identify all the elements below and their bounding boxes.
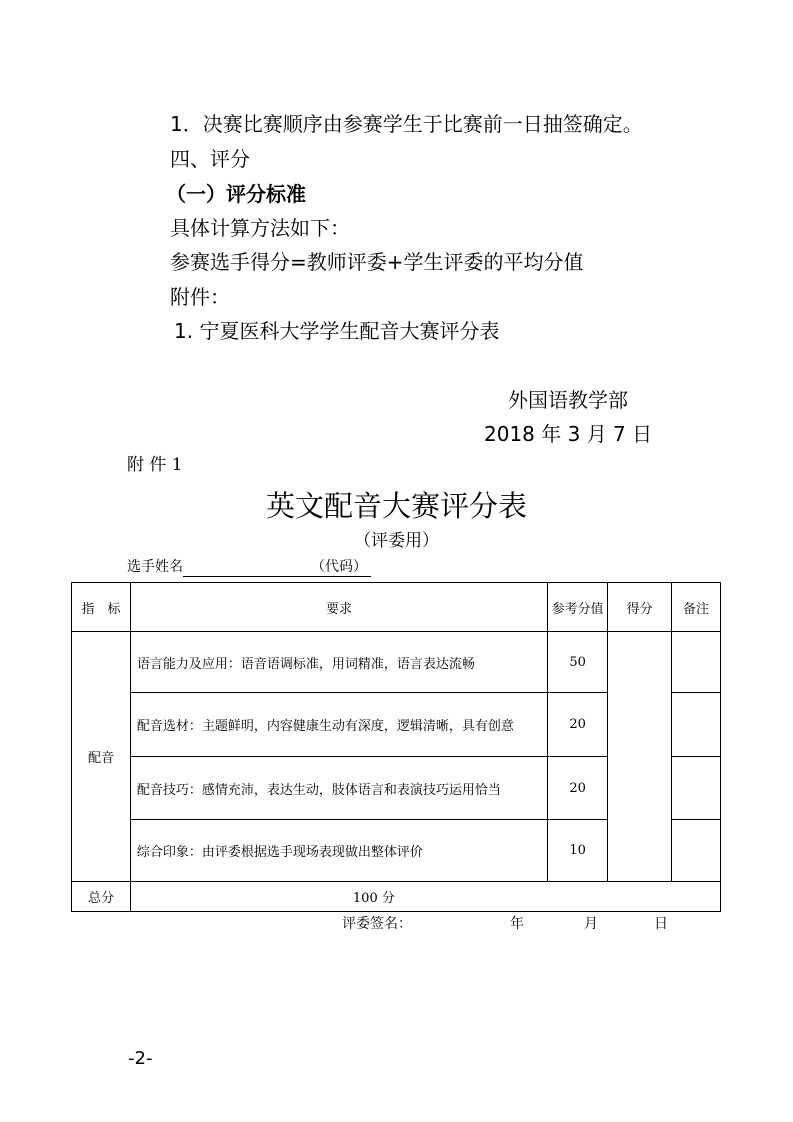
attachment-heading: 附件： <box>170 285 230 309</box>
points-cell: 50 <box>548 632 608 693</box>
signature-month-label: 月 <box>584 916 598 932</box>
signature-year-label: 年 <box>510 916 524 932</box>
total-value-cell: 100 分 <box>130 882 720 912</box>
total-label-cell: 总分 <box>72 882 131 912</box>
total-row <box>72 882 721 912</box>
points-cell: 20 <box>548 757 608 820</box>
points-cell: 10 <box>548 820 608 882</box>
subsection-heading-criteria: （一）评分标准 <box>166 182 306 206</box>
form-subtitle: （评委用） <box>354 531 439 551</box>
remarks-cell[interactable] <box>672 820 721 882</box>
category-cell: 配音 <box>72 632 131 882</box>
points-cell: 20 <box>548 693 608 757</box>
requirement-cell: 综合印象：由评委根据选手现场表现做出整体评价 <box>130 820 547 882</box>
remarks-cell[interactable] <box>672 757 721 820</box>
calculation-intro: 具体计算方法如下： <box>170 216 350 240</box>
page-number: -2- <box>128 1048 153 1069</box>
header-remarks: 备注 <box>672 583 721 632</box>
issuing-department: 外国语教学部 <box>508 388 628 412</box>
score-input-cell[interactable] <box>608 632 672 882</box>
remarks-cell[interactable] <box>672 693 721 757</box>
header-requirement: 要求 <box>130 583 547 632</box>
header-indicator: 指 标 <box>72 583 131 632</box>
remarks-cell[interactable] <box>672 632 721 693</box>
rule-line-1: 1．决赛比赛顺序由参赛学生于比赛前一日抽签确定。 <box>170 112 643 136</box>
contestant-name-row <box>127 556 371 577</box>
table-row <box>72 632 721 693</box>
contestant-name-label: 选手姓名 <box>127 559 183 575</box>
contestant-code-label: （代码） <box>311 556 371 577</box>
header-score: 得分 <box>608 583 672 632</box>
issue-date: 2018 年 3 月 7 日 <box>484 422 653 446</box>
header-reference-points: 参考分值 <box>548 583 608 632</box>
attachment-label: 附 件 1 <box>127 455 183 475</box>
table-header-row <box>72 583 721 632</box>
requirement-cell: 配音选材：主题鲜明，内容健康生动有深度，逻辑清晰，具有创意 <box>130 693 547 757</box>
form-title: 英文配音大赛评分表 <box>265 489 527 523</box>
requirement-cell: 语言能力及应用：语音语调标准，用词精准，语言表达流畅 <box>130 632 547 693</box>
section-heading-scoring: 四、评分 <box>170 147 250 171</box>
score-formula: 参赛选手得分=教师评委+学生评委的平均分值 <box>170 250 584 274</box>
requirement-cell: 配音技巧：感情充沛，表达生动，肢体语言和表演技巧运用恰当 <box>130 757 547 820</box>
signature-day-label: 日 <box>654 916 668 932</box>
contestant-name-field[interactable] <box>183 562 311 577</box>
attachment-item-1: 1. 宁夏医科大学学生配音大赛评分表 <box>174 319 500 343</box>
scoring-table <box>71 582 721 912</box>
judge-signature-label: 评委签名： <box>342 916 412 932</box>
